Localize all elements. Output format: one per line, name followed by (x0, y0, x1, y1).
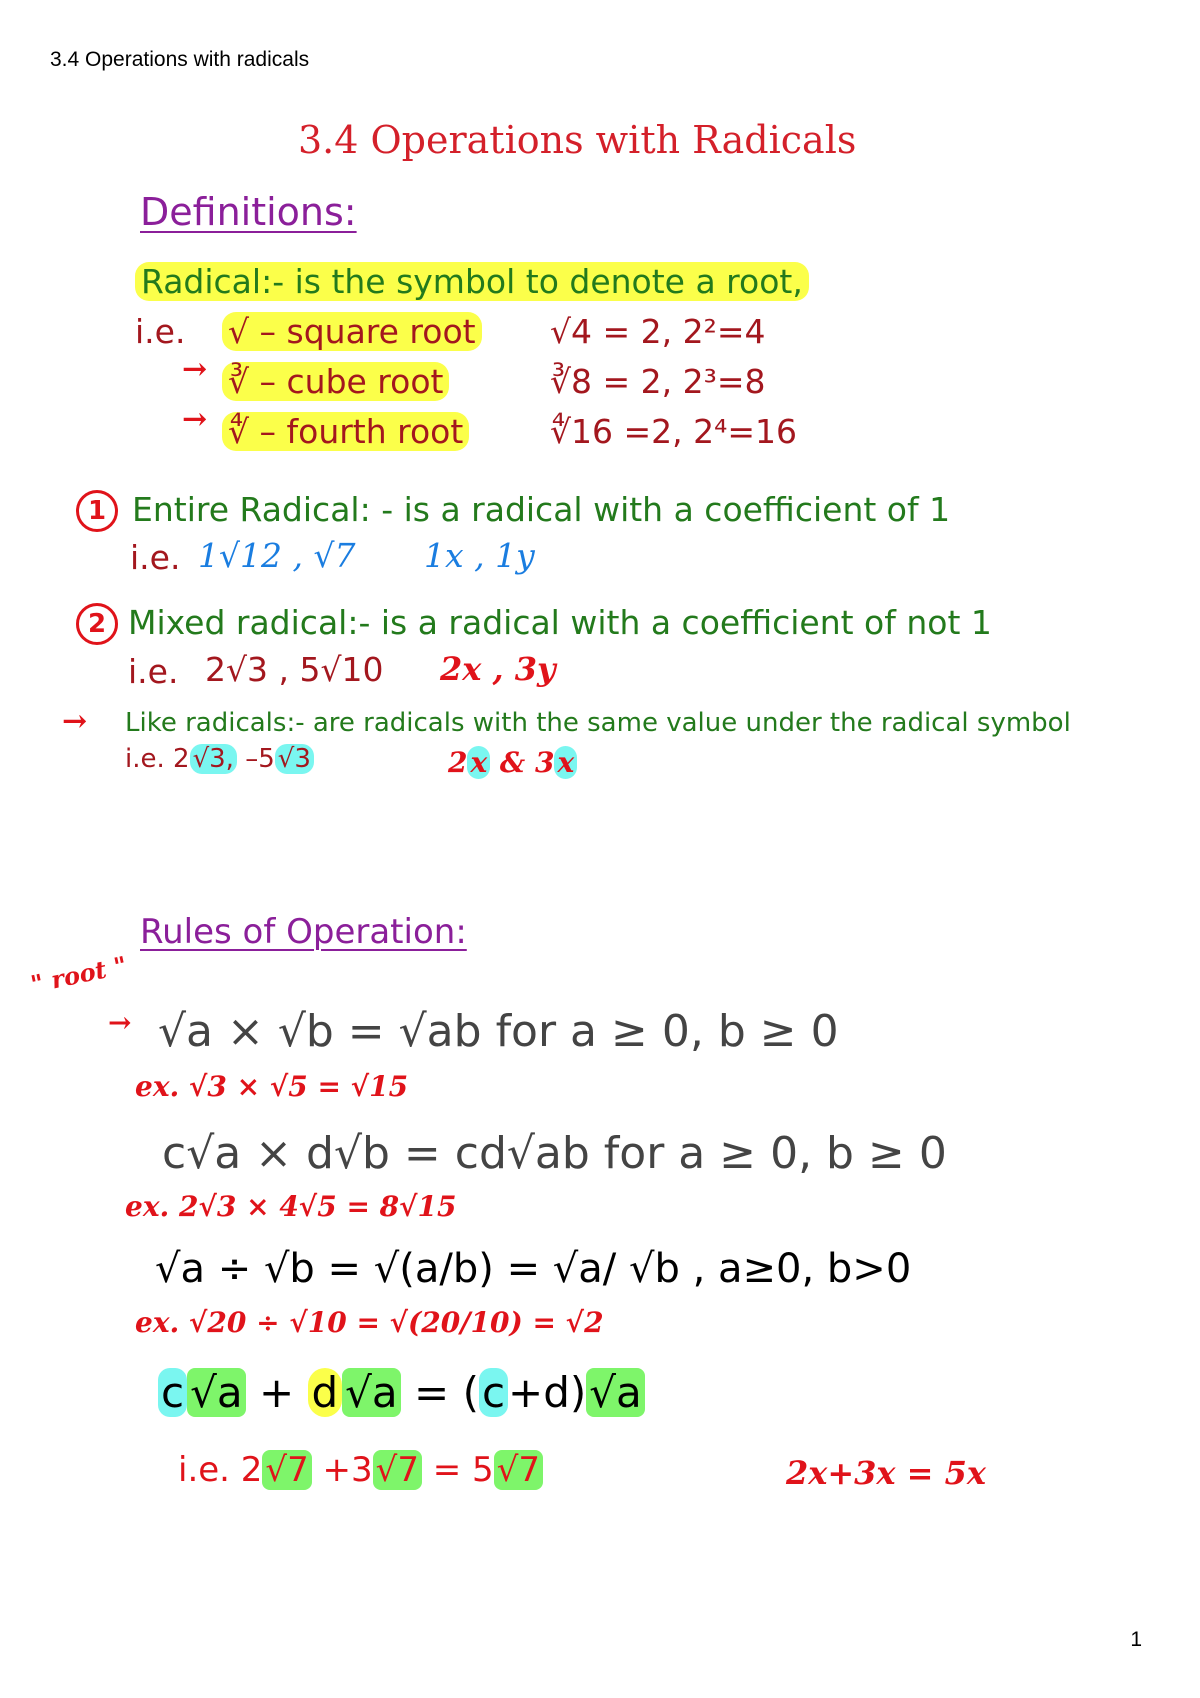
mixed-radical-examples: 2√3 , 5√10 (205, 650, 384, 689)
fourth-root-label: ∜ – fourth root (222, 412, 469, 451)
mixed-radical-definition: Mixed radical:- is a radical with a coefficient of not 1 (128, 603, 992, 642)
page-title: 3.4 Operations with Radicals (298, 118, 857, 162)
cube-root-label: ∛ – cube root (222, 362, 449, 401)
rule-multiply-coefficients: c√a × d√b = cd√ab for a ≥ 0, b ≥ 0 (162, 1128, 947, 1179)
like-radicals-definition: Like radicals:- are radicals with the same value under the radical symbol (125, 708, 1071, 738)
definitions-heading: Definitions: (140, 190, 357, 234)
fourth-root-example: ∜16 =2, 2⁴=16 (550, 412, 798, 451)
arrow-fourth: → (182, 402, 208, 437)
rule-divide: √a ÷ √b = √(a/b) = √a/ √b , a≥0, b>0 (155, 1246, 912, 1292)
square-root-label: √ – square root (222, 312, 482, 351)
entire-radical-examples: 1√12 , √7 (198, 536, 356, 575)
like-radicals-example: i.e. 2 √3, –5 √3 (125, 744, 314, 774)
example-add-variables: 2x+3x = 5x (786, 1454, 986, 1492)
rule-add-like-radicals: c √a + d √a = (c+d)√a (158, 1368, 645, 1417)
arrow-like: → (62, 704, 88, 739)
arrow-cube: → (182, 352, 208, 387)
page-number: 1 (1130, 1628, 1142, 1651)
square-root-example: √4 = 2, 2²=4 (550, 312, 766, 351)
arrow-rule1: → (108, 1006, 132, 1039)
ie-label: i.e. (135, 312, 186, 351)
example-divide: ex. √20 ÷ √10 = √(20/10) = √2 (135, 1306, 604, 1339)
entire-radical-definition: Entire Radical: - is a radical with a coefficient of 1 (132, 490, 951, 529)
example-add-like-radicals: i.e. 2√7 +3√7 = 5√7 (178, 1450, 543, 1490)
mixed-radical-variable-examples: 2x , 3y (440, 650, 556, 688)
entire-radical-number: 1 (76, 490, 118, 532)
radical-definition: Radical:- is the symbol to denote a root, (135, 262, 809, 301)
root-note: " root " (28, 950, 130, 999)
like-radicals-variable-example: 2 x & 3 x (448, 746, 577, 779)
mixed-radical-number: 2 (76, 603, 118, 645)
example-multiply: ex. √3 × √5 = √15 (135, 1070, 409, 1103)
mixed-ie-label: i.e. (128, 652, 179, 691)
entire-ie-label: i.e. (130, 538, 181, 577)
rule-multiply: √a × √b = √ab for a ≥ 0, b ≥ 0 (158, 1006, 839, 1057)
running-header: 3.4 Operations with radicals (50, 48, 310, 71)
example-multiply-coefficients: ex. 2√3 × 4√5 = 8√15 (125, 1190, 457, 1223)
entire-radical-variable-examples: 1x , 1y (424, 536, 535, 575)
rules-heading: Rules of Operation: (140, 912, 467, 952)
cube-root-example: ∛8 = 2, 2³=8 (550, 362, 766, 401)
